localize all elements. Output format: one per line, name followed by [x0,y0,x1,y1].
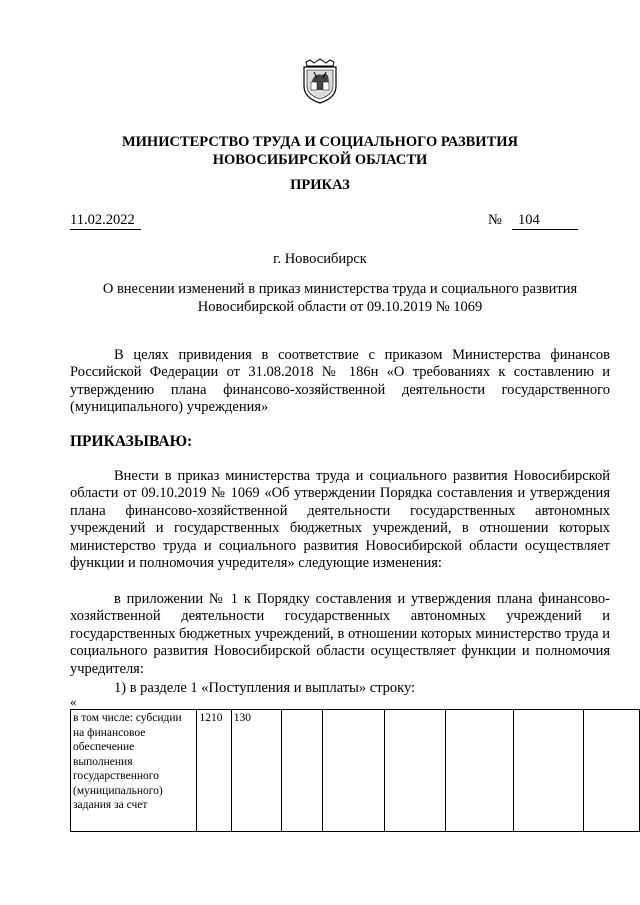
body-paragraph-3: 1) в разделе 1 «Поступления и выплаты» строку: [114,680,416,696]
doc-type: ПРИКАЗ [290,177,350,193]
table-cell-code: 1210 [197,710,231,832]
open-quote: « [70,694,77,709]
coat-of-arms-icon [300,58,340,104]
table-cell-subcode: 130 [231,710,281,832]
number-sign: № [488,212,502,228]
ministry-name [0,133,640,169]
table-cell-empty [445,710,513,832]
table-cell-empty [385,710,446,832]
table-cell-empty [583,710,639,832]
table-cell-empty [513,710,583,832]
ministry-line-1: МИНИСТЕРСТВО ТРУДА И СОЦИАЛЬНОГО РАЗВИТИЯ [121,134,519,150]
table-cell-empty [281,710,322,832]
preamble: В целях привидения в соответствие с приказом Министерства финансов Российской Федерации от 31.08.2018 № 186н «О требованиях к составлению и утверждению плана финансово-хозяйственной деятельности государственного (муниципального) учреждения» [70,347,610,416]
order-number: 104 [512,212,578,230]
subject-line-1: О внесении изменений в приказ министерства труда и социального развития [102,281,578,297]
order-date: 11.02.2022 [70,212,141,230]
subject-line-2: Новосибирской области от 09.10.2019 № 1069 [197,298,483,315]
income-table [70,709,640,832]
body-paragraph-1: Внести в приказ министерства труда и социального развития Новосибирской области от 09.10.2019 № 1069 «Об утверждении Порядка составления и утверждения плана финансово-хозяйственной деятельности государственных автономных учреждений и государственных бюджетных учреждений, в отношении которых министерство труда и социального развития Новосибирской области осуществляет функции и полномочия учредителя» следующие изменения: [70,468,610,572]
table-cell-empty [322,710,385,832]
body-paragraph-2: в приложении № 1 к Порядку составления и утверждения плана финансово-хозяйственной деятельности государственных автономных учреждений и государственных бюджетных учреждений, в отношении которых министерство труда и социального развития Новосибирской области осуществляет функции и полномочия учредителя: [70,591,610,677]
order-heading: ПРИКАЗЫВАЮ: [70,433,193,450]
table-cell-label: в том числе: субсидии на финансовое обеспечение выполнения государственного (муниципального) задания за счет [71,710,197,832]
order-subject [70,281,610,316]
table-row [71,710,640,832]
ministry-line-2: НОВОСИБИРСКОЙ ОБЛАСТИ [212,152,428,168]
city: г. Новосибирск [273,251,367,267]
